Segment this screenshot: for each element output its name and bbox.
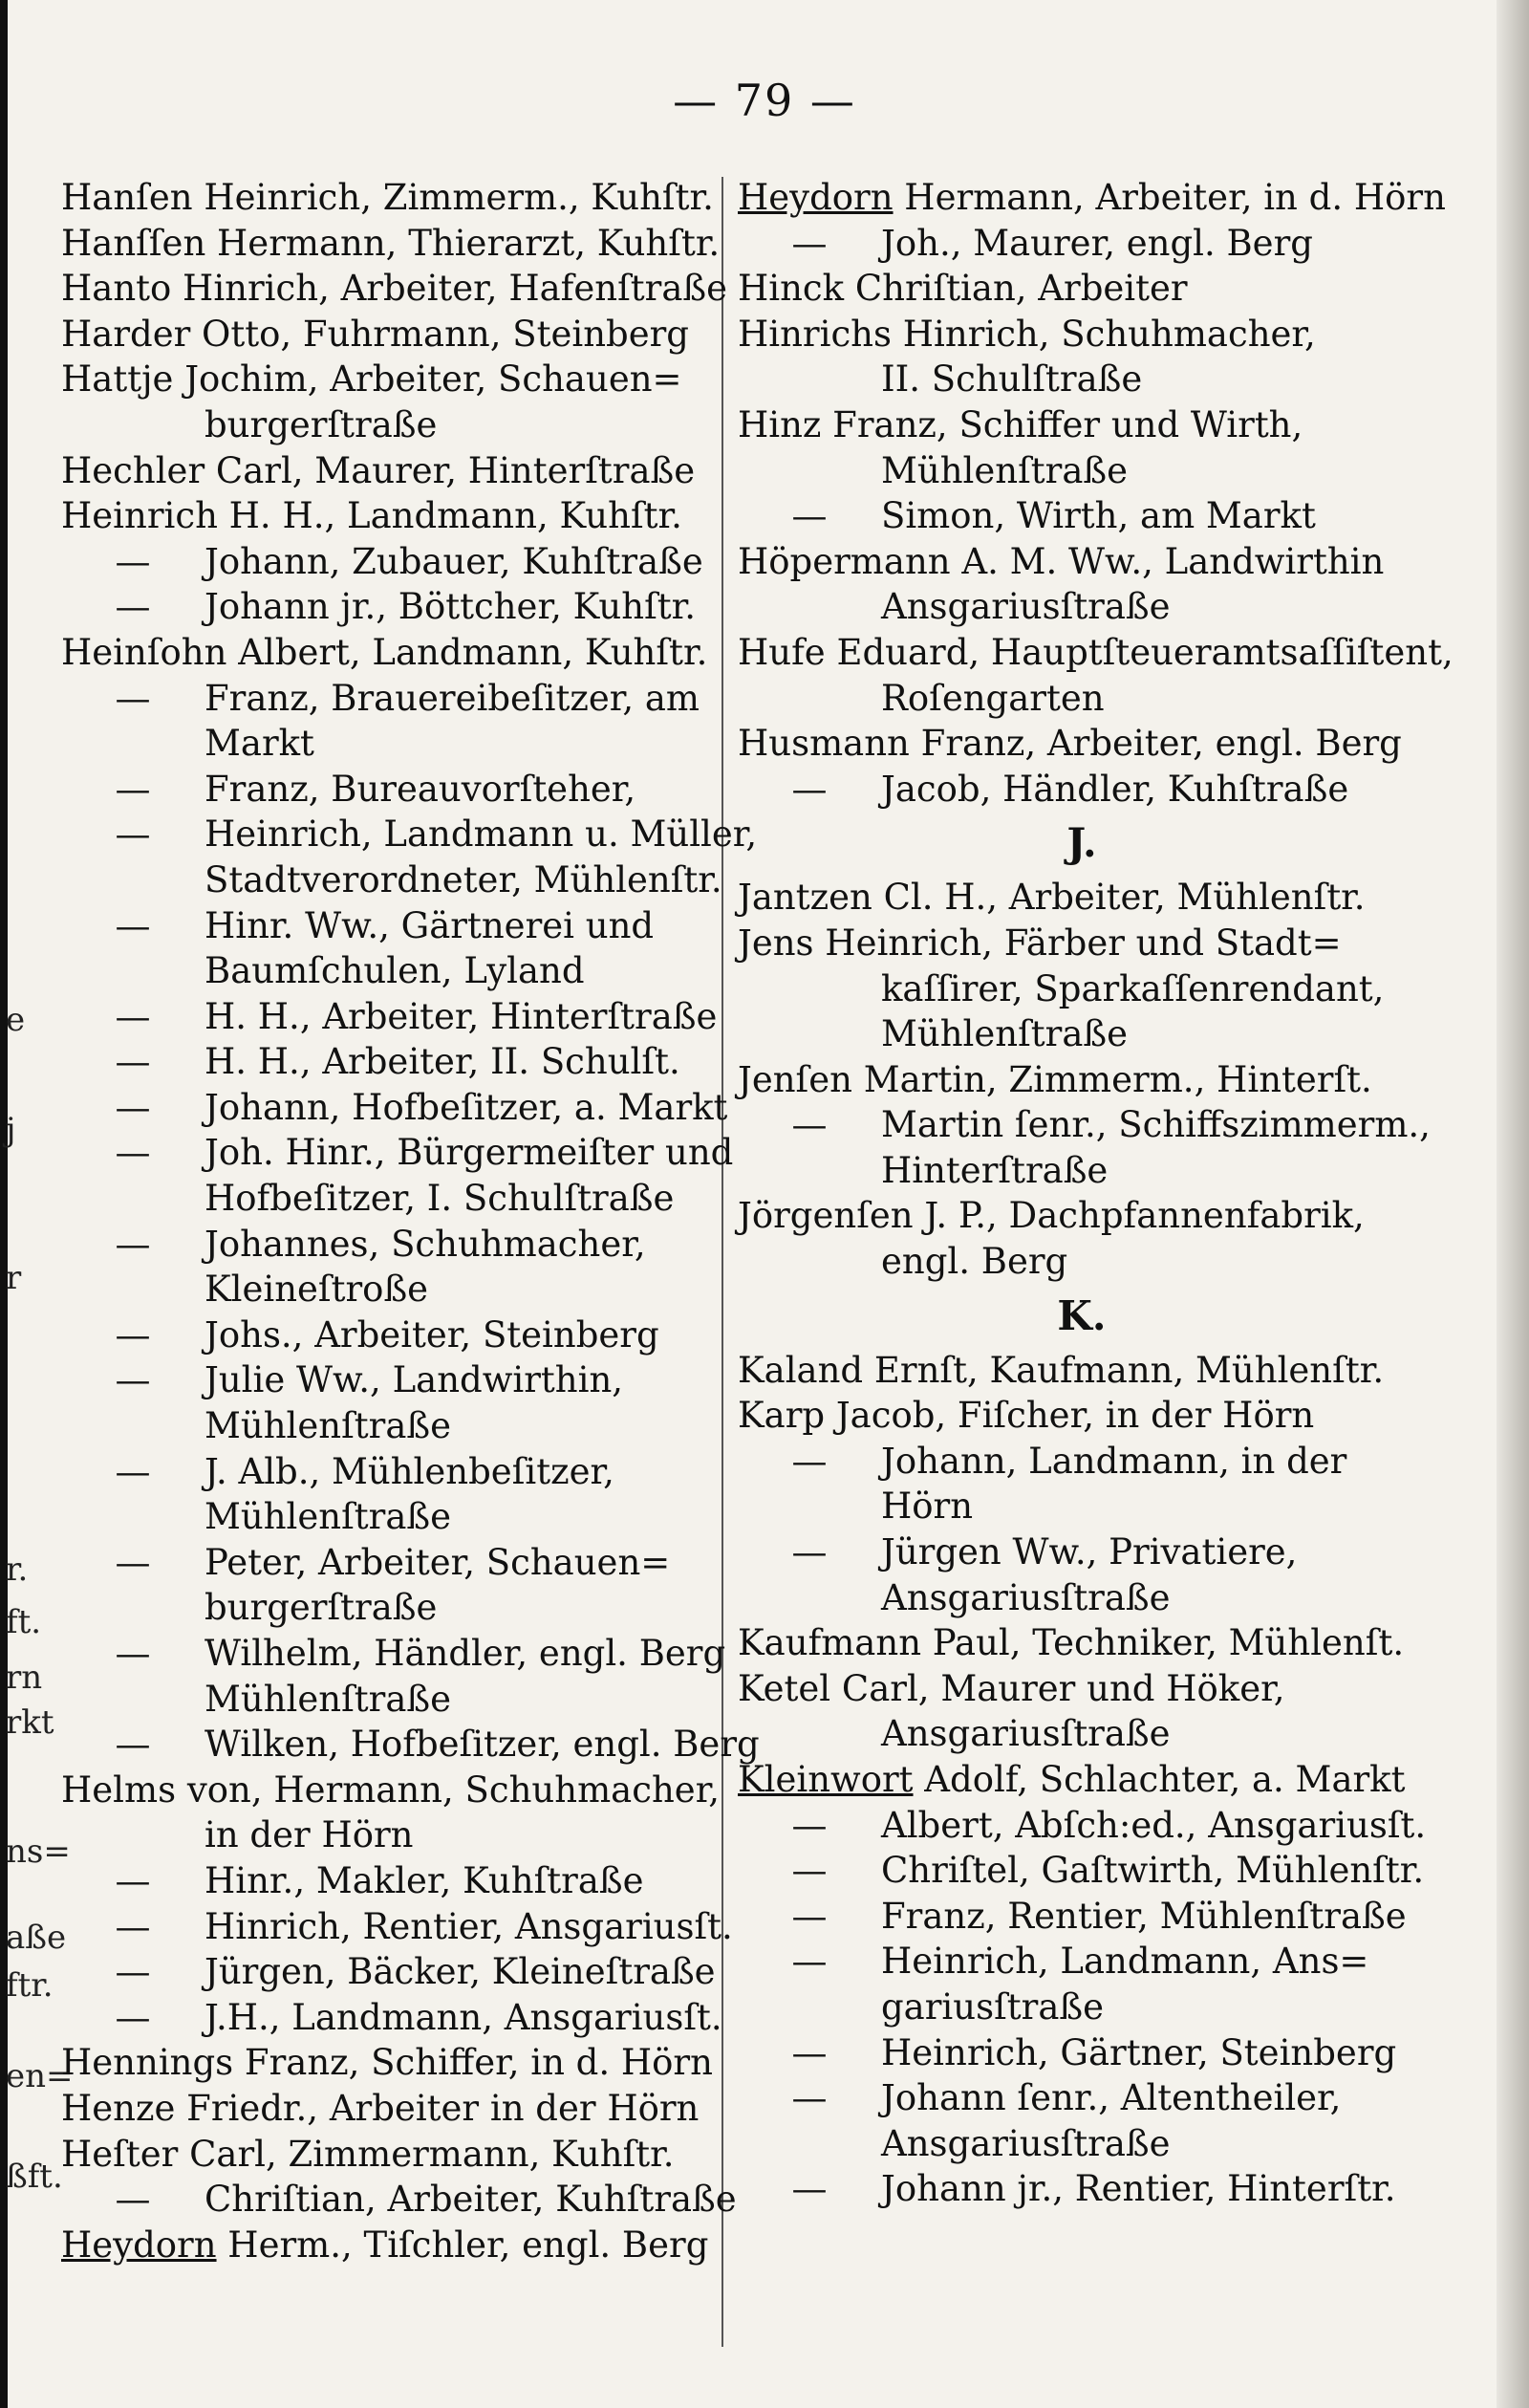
ditto-dash: — (115, 1996, 151, 2038)
ditto-entry (61, 1130, 734, 1176)
ditto-entry (61, 1858, 730, 1904)
entry-text: Johann ſenr., Altentheiler, (881, 2077, 1342, 2119)
ditto-entry (738, 1894, 1426, 1940)
page-number: — 79 — (673, 75, 856, 126)
ditto-entry (738, 2030, 1426, 2076)
directory-entry: Heydorn Herm., Tiſchler, engl. Berg (61, 2224, 709, 2266)
ditto-entry (61, 1949, 730, 1995)
entry-continuation: Stadtverordneter, Mühlenſtr. (205, 858, 722, 900)
directory-entry: Kaufmann Paul, Techniker, Mühlenſt. (738, 1622, 1405, 1664)
directory-entry: Ketel Carl, Maurer und Höker, (738, 1667, 1285, 1709)
ditto-dash: — (115, 2179, 151, 2221)
ditto-dash: — (115, 814, 151, 856)
bleed-fragment: ns= (6, 1833, 71, 1871)
ditto-entry (738, 1439, 1426, 1485)
entry-continuation: Mühlenſtraße (881, 1013, 1129, 1055)
entry-text: Wilken, Hofbeſitzer, engl. Berg (205, 1724, 760, 1766)
page-edge-shadow (1497, 0, 1529, 2408)
entry-continuation: burgerſtraße (205, 1587, 438, 1629)
directory-entry: Husmann Franz, Arbeiter, engl. Berg (738, 723, 1402, 765)
underlined-surname: Heydorn (61, 2224, 217, 2266)
entry-text: Wilhelm, Händler, engl. Berg (205, 1633, 726, 1674)
entry-text: Jürgen, Bäcker, Kleineſtraße (205, 1951, 716, 1993)
entry-text: Franz, Rentier, Mühlenſtraße (881, 1895, 1407, 1937)
entry-continuation: Mühlenſtraße (205, 1496, 452, 1538)
entry-text: Johann, Zubauer, Kuhſtraße (205, 540, 703, 582)
entry-text: Hinr., Makler, Kuhſtraße (205, 1859, 644, 1901)
ditto-entry (61, 1222, 730, 1268)
right-column (738, 175, 1454, 2212)
ditto-dash: — (115, 1724, 151, 1766)
entry-text: Heinrich, Landmann, Ans= (881, 1941, 1369, 1983)
directory-entry: Hattje Jochim, Arbeiter, Schauen= (61, 358, 682, 401)
ditto-entry (61, 1085, 730, 1131)
ditto-dash: — (791, 1104, 828, 1146)
ditto-entry (61, 767, 730, 813)
entry-text: Martin ſenr., Schiffszimmerm., (881, 1104, 1431, 1146)
entry-text: Simon, Wirth, am Markt (881, 495, 1316, 537)
ditto-entry (61, 1995, 730, 2041)
ditto-dash: — (791, 222, 828, 264)
entry-continuation: gariusſtraße (881, 1985, 1105, 2028)
ditto-dash: — (791, 1895, 828, 1937)
directory-entry: Hinz Franz, Schiffer und Wirth, (738, 403, 1303, 445)
directory-entry: Heinſohn Albert, Landmann, Kuhſtr. (61, 631, 708, 673)
entry-text: H. H., Arbeiter, Hinterſtraße (205, 995, 718, 1037)
directory-entry: Hinrichs Hinrich, Schuhmacher, (738, 313, 1316, 355)
entry-continuation: Baumſchulen, Lyland (205, 950, 585, 992)
entry-continuation: Mühlenſtraße (205, 1678, 452, 1720)
directory-entry: Hufe Eduard, Hauptſteueramtsaſſiſtent, (738, 631, 1454, 673)
entry-continuation: engl. Berg (881, 1241, 1068, 1283)
ditto-entry (61, 812, 758, 857)
entry-continuation: Hörn (881, 1486, 974, 1528)
entry-continuation: Hinterſtraße (881, 1149, 1109, 1191)
ditto-dash: — (115, 995, 151, 1037)
ditto-dash: — (115, 586, 151, 628)
entry-continuation: burgerſtraße (205, 403, 438, 445)
entry-continuation: in der Hörn (205, 1814, 414, 1856)
entry-continuation: Mühlenſtraße (205, 1405, 452, 1447)
directory-entry: Hechler Carl, Maurer, Hinterſtraße (61, 449, 696, 491)
ditto-dash: — (115, 540, 151, 582)
directory-entry: Harder Otto, Fuhrmann, Steinberg (61, 313, 689, 355)
ditto-dash: — (791, 2168, 828, 2210)
directory-entry: Henze Friedr., Arbeiter in der Hörn (61, 2087, 700, 2129)
ditto-entry (738, 767, 1426, 813)
directory-entry: Heydorn Hermann, Arbeiter, in d. Hörn (738, 177, 1446, 218)
bleed-fragment: j (6, 1111, 16, 1149)
directory-entry: Hinck Chriſtian, Arbeiter (738, 268, 1188, 310)
entry-text: Hinr. Ww., Gärtnerei und (205, 904, 655, 946)
ditto-dash: — (115, 904, 151, 946)
ditto-entry (61, 1722, 760, 1768)
entry-continuation: Ansgariusſtraße (881, 1713, 1171, 1755)
ditto-entry (61, 584, 730, 630)
bleed-fragment: r. (6, 1551, 29, 1589)
ditto-dash: — (791, 495, 828, 537)
entry-text: Johann jr., Böttcher, Kuhſtr. (205, 586, 697, 628)
ditto-dash: — (115, 1859, 151, 1901)
entry-text: Joh. Hinr., Bürgermeiſter und (205, 1132, 734, 1174)
entry-continuation: Markt (205, 723, 314, 765)
directory-entry: Helms von, Hermann, Schuhmacher, (61, 1768, 721, 1811)
ditto-dash: — (115, 1132, 151, 1174)
ditto-entry (738, 221, 1426, 267)
entry-text: Jürgen Ww., Privatiere, (881, 1531, 1298, 1573)
ditto-dash: — (115, 1041, 151, 1083)
bleed-fragment: aße (6, 1919, 67, 1957)
directory-entry: Jenſen Martin, Zimmerm., Hinterſt. (738, 1058, 1372, 1100)
ditto-entry (61, 1357, 730, 1403)
entry-continuation: Ansgariusſtraße (881, 586, 1171, 628)
directory-entry: Hanſen Heinrich, Zimmerm., Kuhſtr. (61, 177, 714, 218)
entry-text: Johann, Hofbeſitzer, a. Markt (205, 1086, 728, 1128)
ditto-entry (61, 1039, 730, 1085)
bleed-fragment: rn (6, 1659, 43, 1697)
directory-entry: Höpermann A. M. Ww., Landwirthin (738, 540, 1385, 582)
entry-continuation: Hofbeſitzer, I. Schulſtraße (205, 1178, 675, 1220)
bleed-fragment: ft. (6, 1603, 42, 1641)
ditto-dash: — (115, 1359, 151, 1401)
entry-text: Hinrich, Rentier, Ansgariusſt. (205, 1905, 733, 1947)
bleed-fragment: rkt (6, 1703, 54, 1742)
bleed-fragment: r (6, 1259, 22, 1297)
bleed-fragment: ftr. (6, 1966, 54, 2005)
ditto-dash: — (791, 1850, 828, 1892)
ditto-entry (61, 2177, 737, 2223)
ditto-entry (61, 1312, 730, 1358)
bleed-fragment: en= (6, 2057, 74, 2095)
ditto-dash: — (115, 1541, 151, 1583)
entry-continuation: kaſſirer, Sparkaſſenrendant, (881, 967, 1385, 1009)
entry-text: Johs., Arbeiter, Steinberg (205, 1313, 659, 1356)
ditto-dash: — (115, 677, 151, 719)
ditto-dash: — (791, 768, 828, 810)
ditto-dash: — (115, 1951, 151, 1993)
underlined-surname: Kleinwort (738, 1759, 914, 1800)
ditto-entry (738, 1102, 1431, 1148)
entry-continuation: Roſengarten (881, 677, 1105, 719)
entry-text: Johann jr., Rentier, Hinterſtr. (881, 2168, 1396, 2210)
entry-text: Johann, Landmann, in der (881, 1440, 1347, 1482)
directory-entry: Kaland Ernſt, Kaufmann, Mühlenſtr. (738, 1349, 1385, 1391)
entry-text: Julie Ww., Landwirthin, (205, 1359, 624, 1401)
directory-entry: Kleinwort Adolf, Schlachter, a. Markt (738, 1759, 1406, 1800)
ditto-entry (61, 903, 730, 949)
entry-text: J.H., Landmann, Ansgariusſt. (205, 1996, 722, 2038)
ditto-entry (61, 1631, 730, 1677)
ditto-entry (738, 2075, 1426, 2121)
ditto-dash: — (791, 1531, 828, 1573)
ditto-dash: — (115, 1313, 151, 1356)
directory-entry: Hanſſen Hermann, Thierarzt, Kuhſtr. (61, 222, 721, 264)
entry-text: Chriſtel, Gaſtwirth, Mühlenſtr. (881, 1850, 1425, 1892)
bleed-fragment: ßft. (6, 2158, 63, 2196)
ditto-entry (738, 1848, 1426, 1894)
directory-entry: Hennings Franz, Schiffer, in d. Hörn (61, 2042, 713, 2084)
directory-entry: Karp Jacob, Fiſcher, in der Hörn (738, 1395, 1315, 1437)
ditto-dash: — (791, 1440, 828, 1482)
ditto-dash: — (115, 1905, 151, 1947)
ditto-dash: — (791, 1804, 828, 1846)
entry-text: H. H., Arbeiter, II. Schulſt. (205, 1041, 680, 1083)
entry-text: Chriſtian, Arbeiter, Kuhſtraße (205, 2179, 737, 2221)
directory-entry: Jantzen Cl. H., Arbeiter, Mühlenſtr. (738, 877, 1366, 919)
ditto-entry (61, 676, 730, 722)
ditto-entry (61, 1449, 730, 1495)
ditto-entry (61, 1540, 730, 1586)
ditto-dash: — (791, 2077, 828, 2119)
bleed-fragment: e (6, 1001, 26, 1039)
ditto-dash: — (115, 1086, 151, 1128)
left-column (61, 175, 760, 2267)
ditto-entry (61, 1904, 733, 1950)
entry-text: Johannes, Schuhmacher, (205, 1223, 646, 1265)
ditto-dash: — (115, 1450, 151, 1492)
entry-text: Joh., Maurer, engl. Berg (881, 222, 1313, 264)
ditto-dash: — (115, 1223, 151, 1265)
entry-text: Franz, Bureauvorſteher, (205, 768, 636, 810)
directory-entry: Heinrich H. H., Landmann, Kuhſtr. (61, 495, 682, 537)
ditto-entry (738, 1803, 1426, 1849)
ditto-entry (738, 1939, 1426, 1985)
ditto-entry (738, 1529, 1426, 1575)
ditto-entry (61, 994, 730, 1040)
entry-continuation: Ansgariusſtraße (881, 2122, 1171, 2164)
ditto-dash: — (791, 1941, 828, 1983)
ditto-dash: — (115, 1633, 151, 1674)
directory-entry: Hanto Hinrich, Arbeiter, Hafenſtraße (61, 268, 727, 310)
section-letter: K. (1057, 1291, 1107, 1339)
directory-entry: Jörgenſen J. P., Dachpfannenfabrik, (738, 1195, 1365, 1237)
directory-entry: Heſter Carl, Zimmermann, Kuhſtr. (61, 2133, 675, 2175)
entry-continuation: Ansgariusſtraße (881, 1576, 1171, 1618)
entry-continuation: II. Schulſtraße (881, 358, 1143, 401)
entry-continuation: Kleineſtroße (205, 1269, 429, 1311)
entry-text: Franz, Brauereibeſitzer, am (205, 677, 700, 719)
entry-text: Heinrich, Gärtner, Steinberg (881, 2031, 1397, 2073)
entry-text: Jacob, Händler, Kuhſtraße (881, 768, 1349, 810)
entry-text: J. Alb., Mühlenbeſitzer, (205, 1450, 614, 1492)
section-letter: J. (1066, 819, 1097, 867)
binding-edge (0, 0, 8, 2408)
entry-continuation: Mühlenſtraße (881, 449, 1129, 491)
directory-entry: Jens Heinrich, Färber und Stadt= (738, 922, 1342, 964)
entry-text: Peter, Arbeiter, Schauen= (205, 1541, 671, 1583)
entry-text: Albert, Abſch:ed., Ansgariusſt. (881, 1804, 1427, 1846)
ditto-entry (738, 493, 1426, 539)
entry-text: Heinrich, Landmann u. Müller, (205, 814, 758, 856)
ditto-entry (738, 2166, 1426, 2212)
ditto-dash: — (791, 2031, 828, 2073)
ditto-dash: — (115, 768, 151, 810)
underlined-surname: Heydorn (738, 177, 894, 218)
ditto-entry (61, 539, 730, 585)
